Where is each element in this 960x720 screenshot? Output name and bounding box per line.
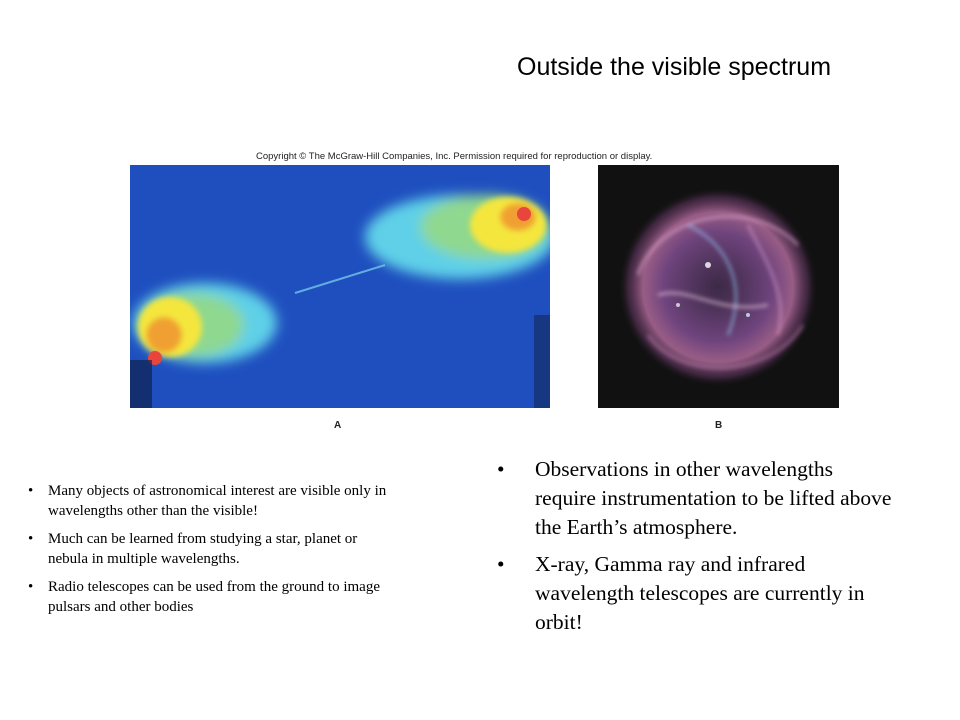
list-item bbox=[497, 550, 892, 637]
bullet-icon: • bbox=[497, 552, 505, 576]
slide-title: Outside the visible spectrum bbox=[517, 53, 832, 81]
list-item bbox=[28, 577, 400, 617]
bullet-text: Radio telescopes can be used from the ground to image pulsars and other bodies bbox=[48, 579, 380, 615]
bullet-icon: • bbox=[28, 483, 34, 499]
bullet-text: Many objects of astronomical interest are visible only in wavelengths other than the visible! bbox=[48, 483, 387, 519]
bullet-icon: • bbox=[28, 531, 34, 547]
radio-galaxy-image bbox=[130, 165, 550, 408]
bullet-text: X-ray, Gamma ray and infrared wavelength telescopes are currently in orbit! bbox=[535, 552, 865, 634]
right-bullet-list bbox=[497, 455, 892, 645]
figure-label-a: A bbox=[334, 420, 342, 431]
copyright-notice: Copyright © The McGraw-Hill Companies, Inc. Permission required for reproduction or display. bbox=[256, 151, 653, 162]
bullet-icon: • bbox=[28, 579, 34, 595]
list-item bbox=[28, 481, 400, 521]
supernova-remnant-image bbox=[598, 165, 839, 408]
figure-label-b: B bbox=[715, 420, 723, 431]
list-item bbox=[497, 455, 892, 542]
radio-galaxy-graphic bbox=[130, 165, 550, 408]
bullet-text: Much can be learned from studying a star, planet or nebula in multiple wavelengths. bbox=[48, 531, 358, 567]
left-bullet-list bbox=[28, 481, 400, 625]
supernova-remnant-graphic bbox=[598, 165, 839, 408]
bullet-icon: • bbox=[497, 457, 505, 481]
bullet-text: Observations in other wavelengths require instrumentation to be lifted above the Earth’s atmosphere. bbox=[535, 457, 892, 539]
list-item bbox=[28, 529, 400, 569]
